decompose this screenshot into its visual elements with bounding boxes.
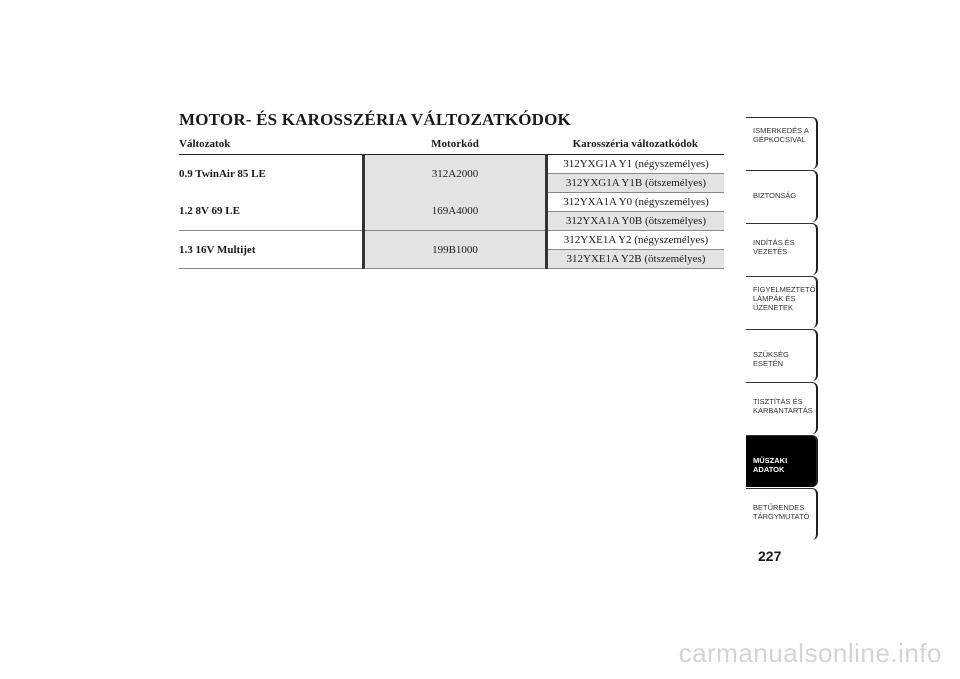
- section-heading: MOTOR- ÉS KAROSSZÉRIA VÁLTOZATKÓDOK: [179, 110, 571, 129]
- table-header-row: [179, 134, 724, 155]
- table-row: [179, 193, 724, 212]
- tab-getting-to-know-car[interactable]: ISMERKEDÉS A GÉPKOCSIVAL: [746, 117, 818, 169]
- header-motor-code: Motorkód: [364, 134, 547, 155]
- body-code-cell: 312YXG1A Y1B (ötszemélyes): [547, 174, 725, 193]
- body-code-cell: 312YXE1A Y2 (négyszemélyes): [547, 231, 725, 250]
- tab-index[interactable]: BETŰRENDES TÁRGYMUTATÓ: [746, 488, 818, 540]
- body-code-cell: 312YXG1A Y1 (négyszemélyes): [547, 155, 725, 174]
- variant-cell: 1.2 8V 69 LE: [179, 193, 364, 231]
- variant-cell: 1.3 16V Multijet: [179, 231, 364, 269]
- header-body-codes: Karosszéria változatkódok: [547, 134, 725, 155]
- tab-emergency[interactable]: SZÜKSÉG ESETÉN: [746, 329, 818, 381]
- motor-code-cell: 199B1000: [364, 231, 547, 269]
- motor-code-cell: 312A2000: [364, 155, 547, 193]
- tab-maintenance[interactable]: TISZTÍTÁS ÉS KARBANTARTÁS: [746, 382, 818, 434]
- table-row: [179, 231, 724, 250]
- table-row: [179, 155, 724, 174]
- watermark: carmanualsonline.info: [678, 638, 942, 668]
- variant-code-table: [179, 134, 724, 269]
- body-code-cell: 312YXA1A Y0 (négyszemélyes): [547, 193, 725, 212]
- body-code-cell: 312YXA1A Y0B (ötszemélyes): [547, 212, 725, 231]
- tab-starting-and-driving[interactable]: INDÍTÁS ÉS VEZETÉS: [746, 223, 818, 275]
- body-code-cell: 312YXE1A Y2B (ötszemélyes): [547, 250, 725, 269]
- header-variants: Változatok: [179, 134, 364, 155]
- chapter-tabs: [746, 117, 818, 541]
- page-number: 227: [758, 548, 782, 564]
- tab-warning-lights[interactable]: FIGYELMEZTETŐ LÁMPÁK ÉS ÜZENETEK: [746, 276, 818, 328]
- variant-cell: 0.9 TwinAir 85 LE: [179, 167, 266, 180]
- motor-code-cell: 169A4000: [364, 193, 547, 231]
- tab-safety[interactable]: BIZTONSÁG: [746, 170, 818, 222]
- tab-technical-data[interactable]: MŰSZAKI ADATOK: [746, 435, 818, 487]
